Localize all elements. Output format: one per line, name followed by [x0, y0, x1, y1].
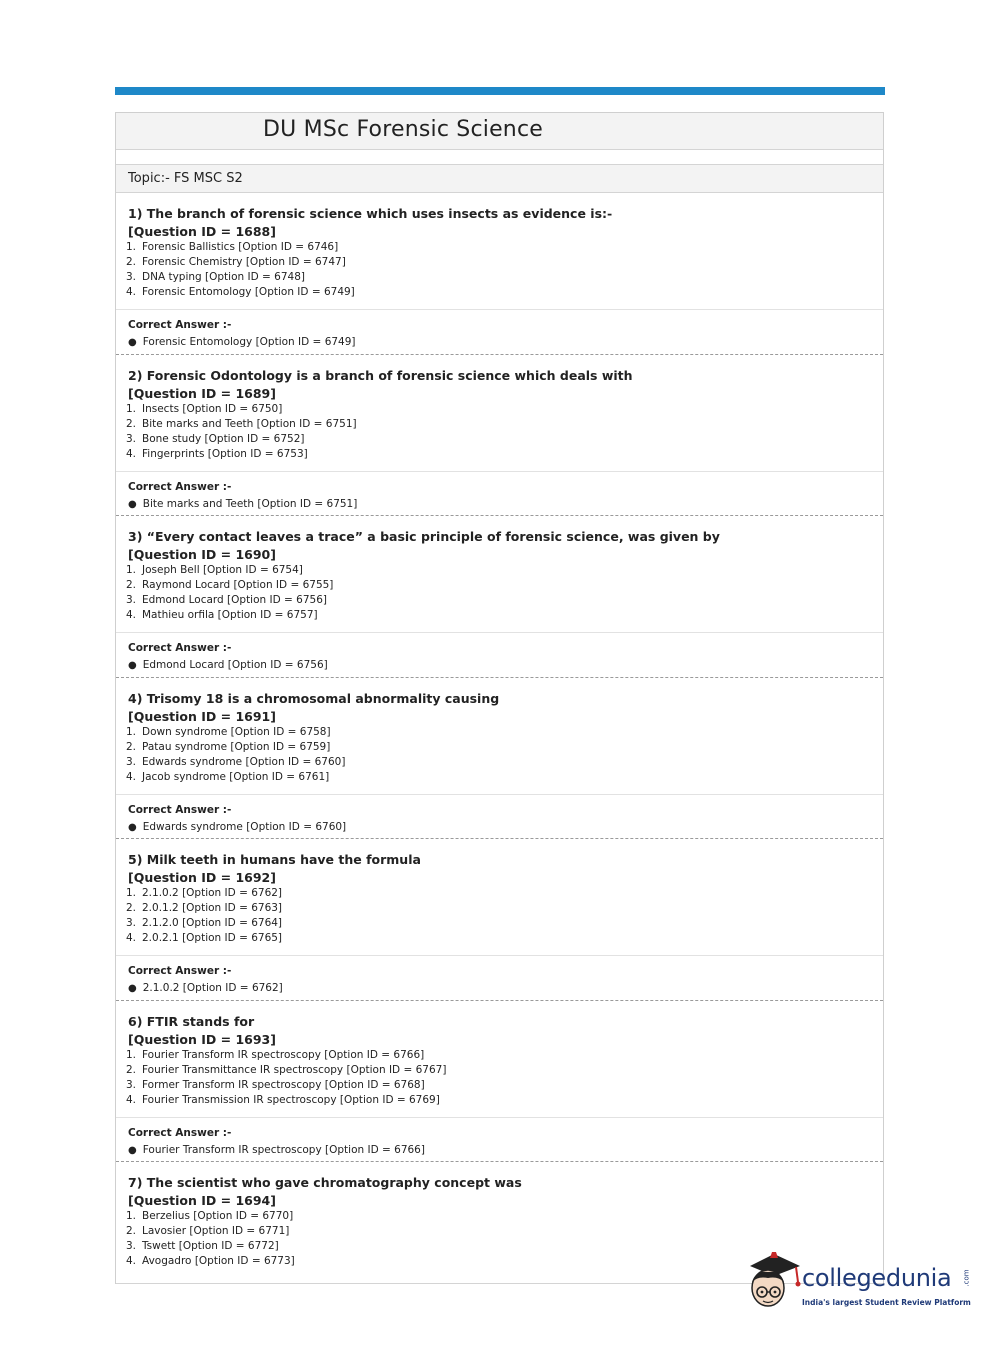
answer-text: Bite marks and Teeth [Option ID = 6751]: [142, 497, 358, 510]
question-id: [Question ID = 1693]: [128, 1031, 276, 1047]
option-list: [116, 1048, 883, 1108]
option-item: [126, 931, 883, 946]
question-text: 2) Forensic Odontology is a branch of forensic science which deals with: [128, 367, 633, 383]
option-item: [126, 755, 883, 770]
logo-tagline: India's largest Student Review Platform: [802, 1298, 971, 1307]
option-text: Raymond Locard [Option ID = 6755]: [142, 579, 334, 591]
correct-answer-section: [116, 632, 883, 674]
option-number: 1.: [126, 241, 137, 253]
question-paper: [115, 112, 884, 1284]
option-number: 1.: [126, 887, 137, 899]
option-text: Forensic Chemistry [Option ID = 6747]: [142, 256, 346, 268]
correct-answer-section: [116, 471, 883, 513]
option-text: Former Transform IR spectroscopy [Option ID = 6768]: [142, 1078, 425, 1091]
option-number: 4.: [126, 609, 137, 621]
option-number: 2.: [126, 740, 137, 753]
option-text: Tswett [Option ID = 6772]: [142, 1240, 279, 1252]
logo-tld-text: .com: [962, 1269, 971, 1287]
bullet-icon: ●: [128, 337, 137, 348]
option-item: [126, 255, 883, 270]
option-text: Jacob syndrome [Option ID = 6761]: [142, 770, 330, 783]
option-text: 2.0.1.2 [Option ID = 6763]: [142, 902, 283, 914]
logo-brand-text: collegedunia: [802, 1264, 952, 1292]
correct-answer-section: [116, 794, 883, 836]
option-item: [126, 740, 883, 755]
option-number: 1.: [126, 564, 137, 576]
correct-answer-value: [128, 657, 883, 674]
option-number: 1.: [126, 1048, 137, 1061]
option-text: Bone study [Option ID = 6752]: [142, 432, 305, 445]
option-list: [116, 240, 883, 300]
question-id: [Question ID = 1689]: [128, 385, 276, 401]
question-text: 1) The branch of forensic science which uses insects as evidence is:-: [128, 206, 613, 221]
question-list: [116, 193, 883, 1284]
answer-text: 2.1.0.2 [Option ID = 6762]: [142, 982, 283, 994]
option-text: Insects [Option ID = 6750]: [142, 402, 283, 415]
answer-text: Fourier Transform IR spectroscopy [Option ID = 6766]: [142, 1143, 425, 1156]
option-item: [126, 270, 883, 285]
question-block: [116, 839, 883, 1001]
option-item: [126, 432, 883, 447]
option-item: [126, 725, 883, 740]
option-item: [126, 447, 883, 462]
option-number: 4.: [126, 932, 137, 944]
option-text: Edwards syndrome [Option ID = 6760]: [142, 755, 346, 768]
option-number: 1.: [126, 1210, 137, 1222]
question-block: [116, 516, 883, 678]
option-item: [126, 1209, 883, 1224]
question-block: [116, 193, 883, 355]
correct-answer-label: Correct Answer :-: [128, 803, 232, 816]
correct-answer-label: Correct Answer :-: [128, 1126, 232, 1139]
option-text: Lavosier [Option ID = 6771]: [142, 1225, 290, 1237]
option-text: Fourier Transmission IR spectroscopy [Option ID = 6769]: [142, 1093, 440, 1106]
question-id: [Question ID = 1694]: [128, 1193, 276, 1208]
option-text: Mathieu orfila [Option ID = 6757]: [142, 609, 318, 621]
option-item: [126, 1063, 883, 1078]
option-number: 3.: [126, 432, 137, 445]
question-text: 6) FTIR stands for: [128, 1013, 255, 1029]
option-item: [126, 1078, 883, 1093]
option-list: [116, 886, 883, 946]
question-id: [Question ID = 1690]: [128, 547, 276, 562]
correct-answer-section: [116, 1117, 883, 1159]
correct-answer-label: Correct Answer :-: [128, 319, 232, 331]
option-number: 3.: [126, 594, 137, 606]
question-text: 3) “Every contact leaves a trace” a basic principle of forensic science, was given by: [128, 529, 720, 544]
option-text: Bite marks and Teeth [Option ID = 6751]: [142, 417, 357, 430]
correct-answer-value: [128, 496, 883, 513]
question-text: 4) Trisomy 18 is a chromosomal abnormality causing: [128, 690, 500, 706]
question-block: [116, 1001, 883, 1163]
answer-text: Edwards syndrome [Option ID = 6760]: [142, 820, 347, 833]
option-item: [126, 240, 883, 255]
question-block: [116, 678, 883, 840]
option-text: Fingerprints [Option ID = 6753]: [142, 447, 308, 460]
correct-answer-section: [116, 955, 883, 997]
option-item: [126, 417, 883, 432]
correct-answer-label: Correct Answer :-: [128, 965, 232, 977]
answer-text: Edmond Locard [Option ID = 6756]: [142, 659, 328, 671]
option-text: Forensic Ballistics [Option ID = 6746]: [142, 241, 339, 253]
option-text: Avogadro [Option ID = 6773]: [142, 1255, 295, 1267]
option-number: 2.: [126, 256, 137, 268]
option-list: [116, 402, 883, 462]
option-text: DNA typing [Option ID = 6748]: [142, 271, 305, 283]
bullet-icon: ●: [128, 660, 137, 671]
option-item: [126, 916, 883, 931]
option-item: [126, 578, 883, 593]
correct-answer-label: Correct Answer :-: [128, 642, 232, 654]
option-text: Forensic Entomology [Option ID = 6749]: [142, 286, 355, 298]
option-list: [116, 563, 883, 623]
question-text: 5) Milk teeth in humans have the formula: [128, 852, 421, 867]
correct-answer-value: [128, 334, 883, 351]
option-number: 1.: [126, 402, 137, 415]
option-item: [126, 886, 883, 901]
option-text: 2.0.2.1 [Option ID = 6765]: [142, 932, 283, 944]
option-number: 2.: [126, 1225, 137, 1237]
title-bar: [116, 113, 883, 150]
option-number: 4.: [126, 1093, 137, 1106]
option-text: Patau syndrome [Option ID = 6759]: [142, 740, 331, 753]
bullet-icon: ●: [128, 983, 137, 994]
question-text: 7) The scientist who gave chromatography concept was: [128, 1175, 522, 1190]
correct-answer-section: [116, 309, 883, 351]
option-number: 1.: [126, 725, 137, 738]
option-item: [126, 593, 883, 608]
option-text: Fourier Transmittance IR spectroscopy [Option ID = 6767]: [142, 1063, 447, 1076]
correct-answer-label: Correct Answer :-: [128, 480, 232, 493]
correct-answer-value: [128, 819, 883, 836]
question-block: [116, 355, 883, 517]
graduate-mascot-icon: [742, 1248, 804, 1318]
bullet-icon: ●: [128, 1144, 137, 1156]
option-item: [126, 1224, 883, 1239]
collegedunia-logo: [742, 1248, 972, 1320]
option-number: 4.: [126, 1255, 137, 1267]
question-id: [Question ID = 1688]: [128, 224, 276, 239]
question-id: [Question ID = 1692]: [128, 870, 276, 885]
correct-answer-value: [128, 980, 883, 997]
option-item: [126, 563, 883, 578]
spacer-row: [116, 150, 883, 165]
option-number: 3.: [126, 1240, 137, 1252]
option-item: [126, 402, 883, 417]
option-number: 2.: [126, 579, 137, 591]
option-number: 3.: [126, 1078, 137, 1091]
option-text: Joseph Bell [Option ID = 6754]: [142, 564, 303, 576]
option-number: 3.: [126, 917, 137, 929]
option-text: Edmond Locard [Option ID = 6756]: [142, 594, 327, 606]
option-text: 2.1.2.0 [Option ID = 6764]: [142, 917, 283, 929]
option-number: 2.: [126, 1063, 137, 1076]
option-item: [126, 285, 883, 300]
bullet-icon: ●: [128, 498, 137, 510]
page-title: DU MSc Forensic Science: [263, 117, 543, 142]
option-item: [126, 1093, 883, 1108]
option-text: Fourier Transform IR spectroscopy [Option ID = 6766]: [142, 1048, 425, 1061]
top-accent-bar: [115, 87, 885, 95]
question-id: [Question ID = 1691]: [128, 708, 276, 724]
option-text: 2.1.0.2 [Option ID = 6762]: [142, 887, 283, 899]
option-item: [126, 608, 883, 623]
option-text: Down syndrome [Option ID = 6758]: [142, 725, 331, 738]
option-number: 4.: [126, 770, 137, 783]
option-item: [126, 770, 883, 785]
answer-text: Forensic Entomology [Option ID = 6749]: [142, 336, 356, 348]
option-number: 3.: [126, 755, 137, 768]
option-list: [116, 725, 883, 785]
option-item: [126, 1048, 883, 1063]
option-item: [126, 901, 883, 916]
option-number: 4.: [126, 286, 137, 298]
option-number: 3.: [126, 271, 137, 283]
topic-label: Topic:- FS MSC S2: [116, 165, 883, 193]
option-number: 4.: [126, 447, 137, 460]
correct-answer-value: [128, 1142, 883, 1159]
option-text: Berzelius [Option ID = 6770]: [142, 1210, 294, 1222]
option-number: 2.: [126, 902, 137, 914]
bullet-icon: ●: [128, 821, 137, 833]
option-number: 2.: [126, 417, 137, 430]
